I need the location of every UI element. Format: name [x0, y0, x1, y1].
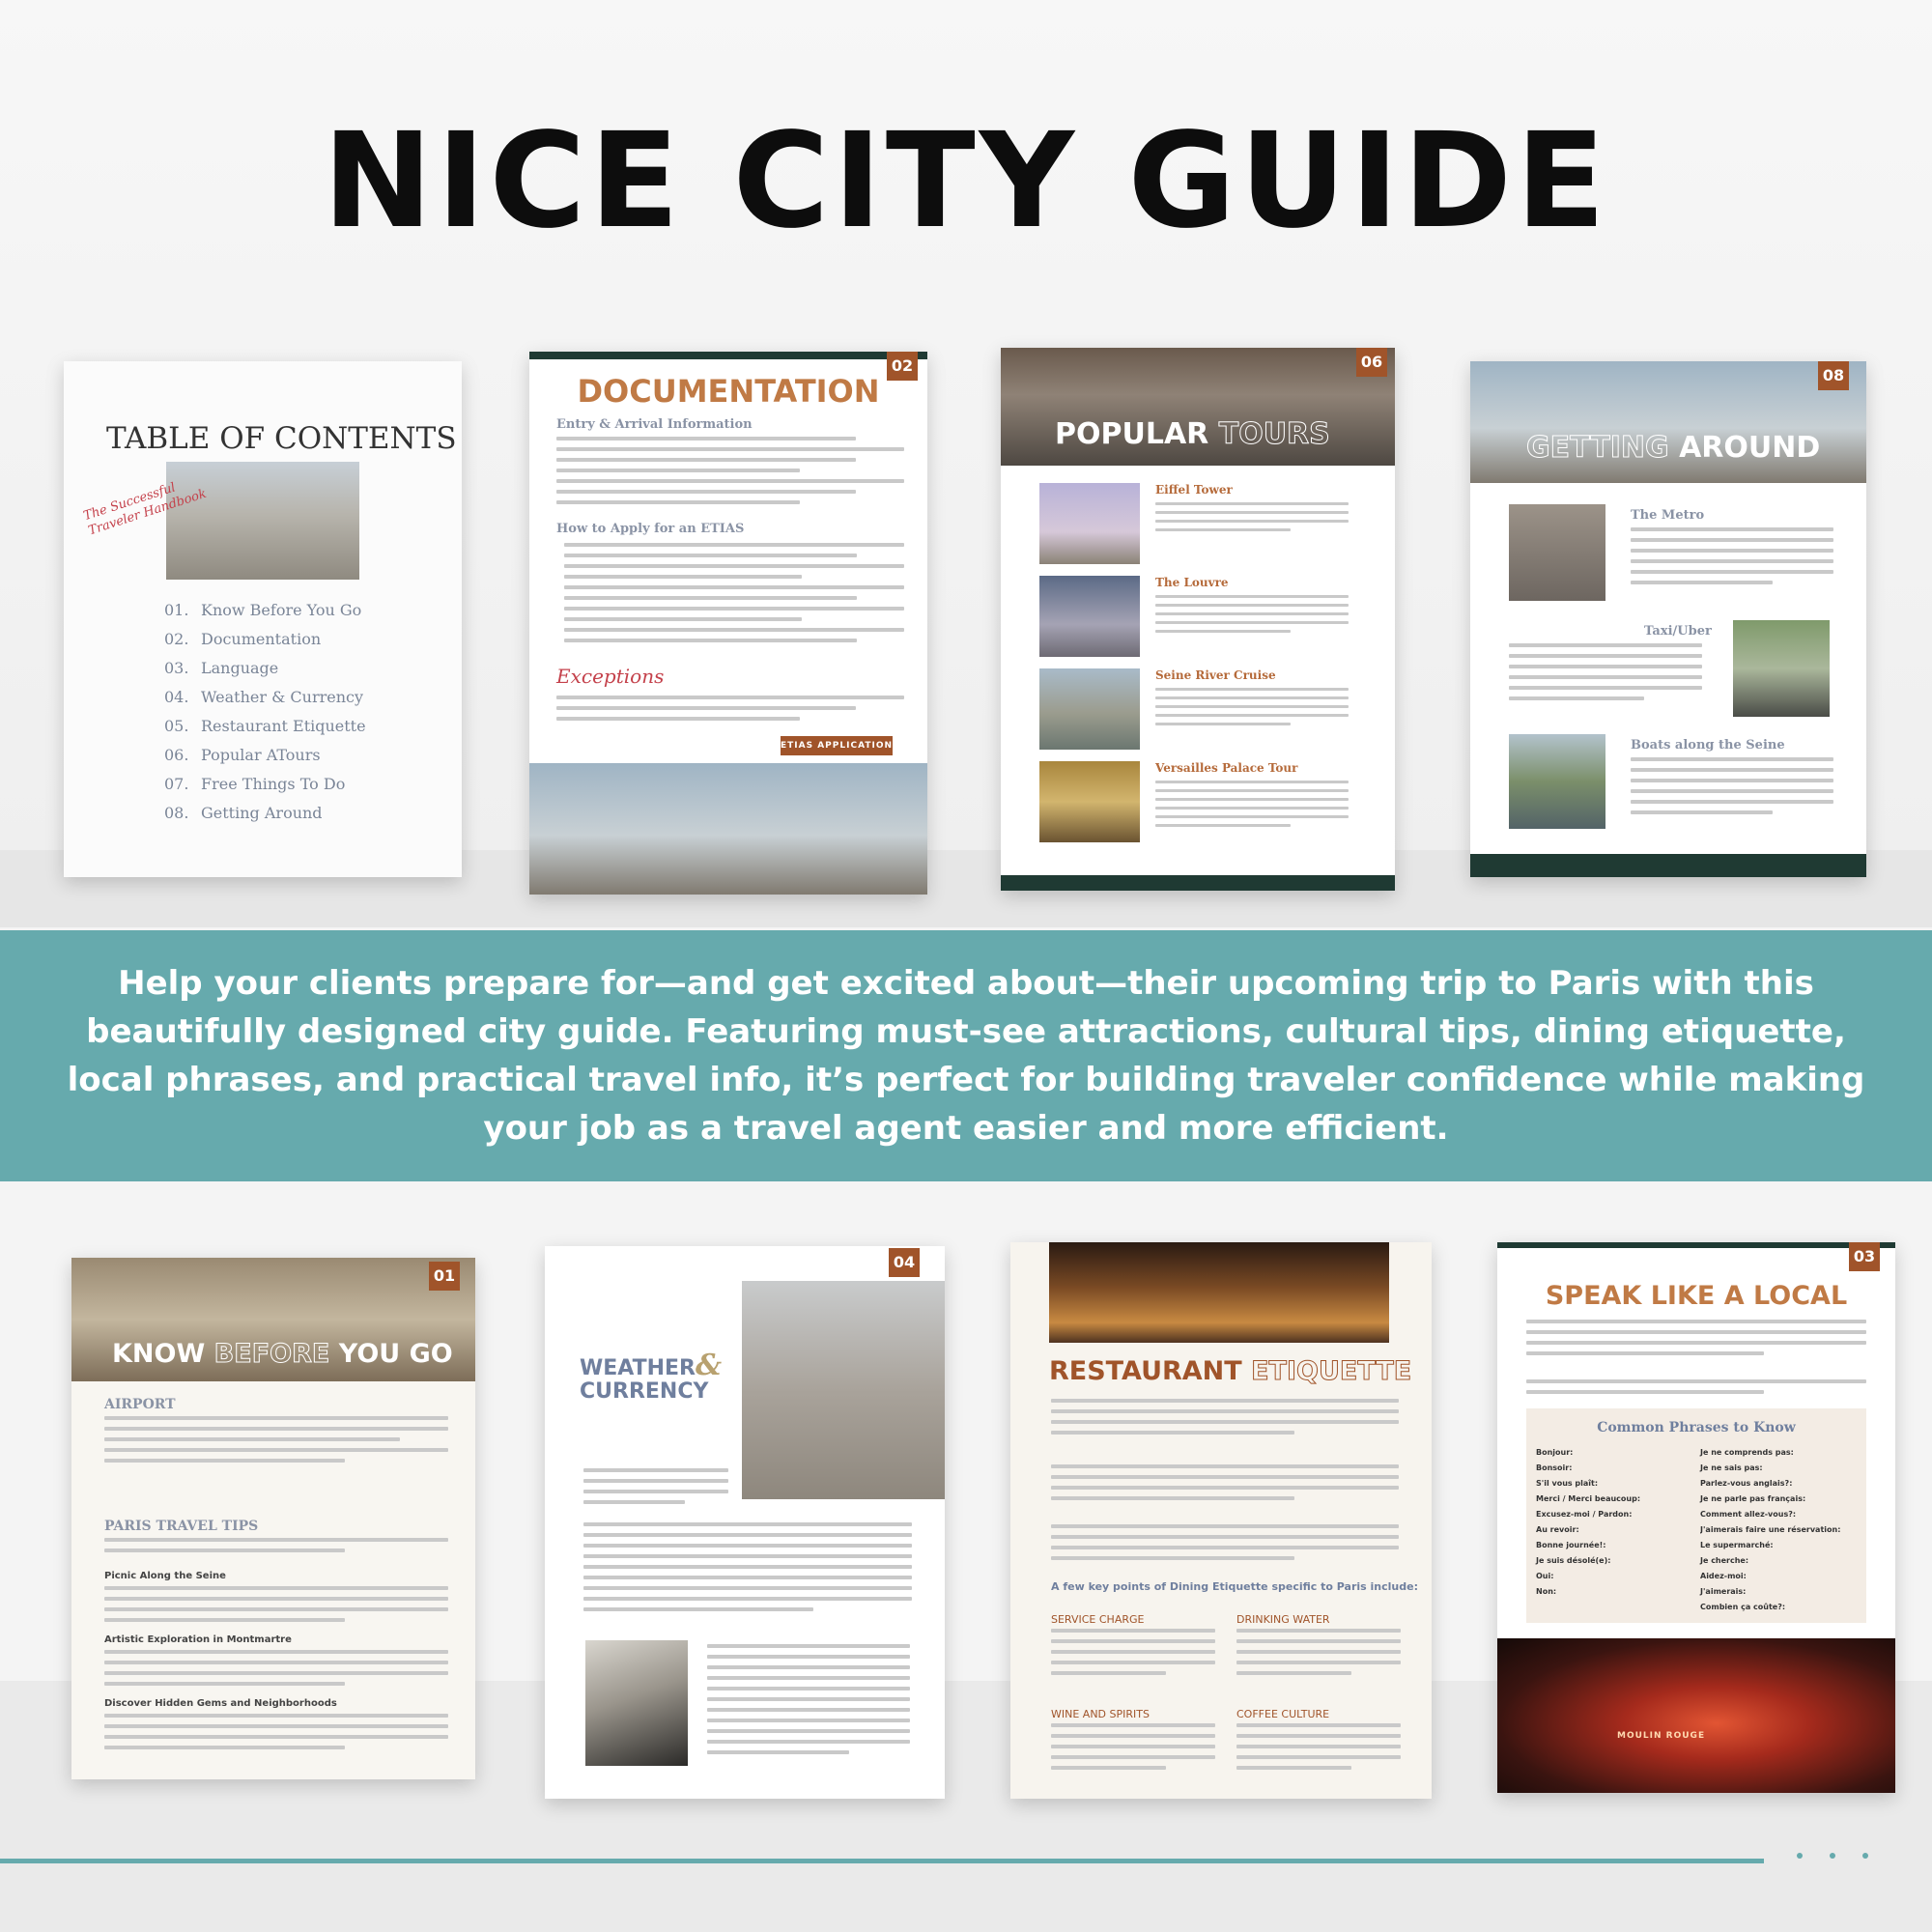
- phrase-item: Je cherche:: [1700, 1556, 1749, 1565]
- restaurant-heading: [1049, 1356, 1411, 1386]
- toc-script-text: The Successful Traveler Handbook: [81, 480, 209, 539]
- tour-item: [1039, 483, 1368, 566]
- phrases-box: [1526, 1408, 1866, 1623]
- toc-heading: TABLE OF CONTENTS: [106, 421, 457, 456]
- getting-header-photo: [1470, 361, 1866, 483]
- preview-weather-currency: [545, 1246, 945, 1799]
- tour-item: [1039, 668, 1368, 752]
- metro-title: The Metro: [1631, 508, 1705, 523]
- tours-bottom-bar: [1001, 875, 1395, 891]
- louvre-photo: [1039, 576, 1140, 657]
- toc-item: 01. Know Before You Go: [164, 601, 362, 619]
- currency-wallet-photo: [585, 1640, 688, 1766]
- phrases-box-title: Common Phrases to Know: [1597, 1420, 1796, 1435]
- know-heading-a: KNOW: [112, 1339, 206, 1369]
- weather-heading-a: WEATHER: [580, 1356, 696, 1380]
- phrase-item: Oui:: [1536, 1572, 1554, 1580]
- weather-page-number: 04: [889, 1248, 920, 1277]
- speak-intro-text: [1526, 1320, 1866, 1362]
- doc-steps-text: [564, 543, 904, 649]
- metro-photo: [1509, 504, 1605, 601]
- boats-text: [1631, 757, 1833, 821]
- tip-text: [104, 1650, 448, 1692]
- preview-table-of-contents: [64, 361, 462, 877]
- doc-exceptions-text: [556, 696, 904, 727]
- phrase-item: Au revoir:: [1536, 1525, 1579, 1534]
- travel-tips-heading: PARIS TRAVEL TIPS: [104, 1519, 259, 1534]
- doc-body-text: [556, 437, 904, 511]
- know-heading-b: BEFORE: [213, 1339, 330, 1369]
- phrase-item: Je ne comprends pas:: [1700, 1448, 1794, 1457]
- tour-description: [1155, 595, 1349, 639]
- phrase-item: J'aimerais:: [1700, 1587, 1747, 1596]
- phrase-item: Aidez-moi:: [1700, 1572, 1747, 1580]
- preview-speak-like-a-local: [1497, 1242, 1895, 1793]
- doc-heading: DOCUMENTATION: [577, 373, 880, 410]
- weather-body-text: [583, 1522, 912, 1618]
- phrase-item: S'il vous plaît:: [1536, 1479, 1599, 1488]
- know-heading: [112, 1339, 453, 1369]
- tour-item: [1039, 576, 1368, 659]
- phrase-item: Non:: [1536, 1587, 1557, 1596]
- tip-text: [104, 1714, 448, 1756]
- airport-heading: AIRPORT: [104, 1397, 176, 1412]
- seine-cruise-photo: [1039, 668, 1140, 750]
- phrase-item: Parlez-vous anglais?:: [1700, 1479, 1793, 1488]
- getting-page-number: 08: [1818, 361, 1849, 390]
- versailles-photo: [1039, 761, 1140, 842]
- know-page-number: 01: [429, 1262, 460, 1291]
- speak-heading: SPEAK LIKE A LOCAL: [1545, 1281, 1848, 1311]
- etias-application-button[interactable]: ETIAS APPLICATION: [781, 736, 893, 755]
- currency-text: [707, 1644, 910, 1761]
- tours-page-number: 06: [1356, 348, 1387, 377]
- toc-item: 06. Popular ATours: [164, 746, 321, 764]
- weather-building-photo: [742, 1281, 945, 1499]
- getting-heading-a: GETTING: [1526, 431, 1669, 465]
- preview-popular-tours: [1001, 348, 1395, 891]
- restaurant-col-title: COFFEE CULTURE: [1236, 1708, 1330, 1720]
- restaurant-col-title: WINE AND SPIRITS: [1051, 1708, 1150, 1720]
- doc-subheading-etias: How to Apply for an ETIAS: [556, 522, 745, 536]
- phrase-item: Je ne sais pas:: [1700, 1463, 1763, 1472]
- page-title: NICE CITY GUIDE: [323, 105, 1609, 258]
- restaurant-col-text: [1051, 1723, 1215, 1776]
- bottom-dots: [1797, 1853, 1868, 1859]
- phrase-item: Je ne parle pas français:: [1700, 1494, 1806, 1503]
- phrase-item: Merci / Merci beaucoup:: [1536, 1494, 1641, 1503]
- speak-page-number: 03: [1849, 1242, 1880, 1271]
- metro-text: [1631, 527, 1833, 591]
- restaurant-col-title: DRINKING WATER: [1236, 1613, 1330, 1626]
- tours-heading: [1055, 417, 1330, 451]
- tours-heading-a: POPULAR: [1055, 417, 1209, 451]
- airport-text: [104, 1416, 448, 1469]
- weather-heading-b: CURRENCY: [580, 1379, 709, 1404]
- restaurant-heading-a: RESTAURANT: [1049, 1356, 1242, 1386]
- doc-top-bar: [529, 352, 927, 359]
- preview-restaurant-etiquette: [1010, 1242, 1432, 1799]
- taxi-title: Taxi/Uber: [1644, 624, 1712, 639]
- banner-text: Help your clients prepare for—and get excited about—their upcoming trip to Paris with this beautifully designed city guide. Featuring must-see attractions, cultural tips, dining etiquette, local phrases, and practical travel info, it’s perfect for building traveler confidence while making your job as a travel agent easier and more efficient.: [67, 964, 1865, 1148]
- preview-getting-around: [1470, 361, 1866, 877]
- phrase-item: J'aimerais faire une réservation:: [1700, 1525, 1841, 1534]
- restaurant-intro-text: [1051, 1399, 1399, 1441]
- taxi-photo: [1733, 620, 1830, 717]
- toc-item: 05. Restaurant Etiquette: [164, 717, 366, 735]
- getting-heading: [1526, 431, 1820, 465]
- tip-title: Discover Hidden Gems and Neighborhoods: [104, 1698, 337, 1709]
- description-banner: [0, 930, 1932, 1181]
- tour-title: Versailles Palace Tour: [1155, 761, 1298, 775]
- tour-title: The Louvre: [1155, 576, 1229, 589]
- doc-exceptions-script: Exceptions: [556, 665, 665, 688]
- tour-title: Eiffel Tower: [1155, 483, 1233, 497]
- restaurant-col-text: [1051, 1629, 1215, 1682]
- phrase-item: Je suis désolé(e):: [1536, 1556, 1611, 1565]
- tours-heading-b: TOURS: [1218, 417, 1330, 451]
- getting-heading-b: AROUND: [1679, 431, 1821, 465]
- toc-item: 03. Language: [164, 659, 279, 677]
- tour-title: Seine River Cruise: [1155, 668, 1276, 682]
- dot: [1797, 1853, 1803, 1859]
- weather-heading: [580, 1349, 723, 1404]
- toc-item: 04. Weather & Currency: [164, 688, 364, 706]
- toc-list: [164, 601, 454, 833]
- toc-item: 08. Getting Around: [164, 804, 323, 822]
- toc-item: 02. Documentation: [164, 630, 322, 648]
- restaurant-subhead: A few key points of Dining Etiquette specific to Paris include:: [1051, 1580, 1418, 1593]
- tip-text: [104, 1586, 448, 1629]
- getting-bottom-bar: [1470, 854, 1866, 877]
- eiffel-tower-photo: [1039, 483, 1140, 564]
- restaurant-tipping-text: [1051, 1524, 1399, 1567]
- tip-title: Artistic Exploration in Montmartre: [104, 1634, 292, 1645]
- moulin-rouge-photo: [1497, 1638, 1895, 1793]
- toc-item: 07. Free Things To Do: [164, 775, 346, 793]
- phrase-item: Bonsoir:: [1536, 1463, 1573, 1472]
- restaurant-col-text: [1236, 1629, 1401, 1682]
- restaurant-heading-b: ETIQUETTE: [1251, 1356, 1412, 1386]
- phrase-item: Combien ça coûte?:: [1700, 1603, 1786, 1611]
- phrase-item: Comment allez-vous?:: [1700, 1510, 1797, 1519]
- doc-subheading-entry: Entry & Arrival Information: [556, 417, 753, 432]
- weather-amp: &: [696, 1349, 723, 1382]
- tour-description: [1155, 688, 1349, 731]
- tour-item: [1039, 761, 1368, 844]
- doc-page-number: 02: [887, 352, 918, 381]
- boats-title: Boats along the Seine: [1631, 738, 1785, 753]
- phrases-left-column: [1536, 1445, 1690, 1600]
- speak-note-text: [1526, 1379, 1866, 1401]
- preview-know-before-you-go: [71, 1258, 475, 1779]
- phrase-item: Excusez-moi / Pardon:: [1536, 1510, 1633, 1519]
- restaurant-cafe-photo: [1049, 1242, 1389, 1343]
- restaurant-col-title: SERVICE CHARGE: [1051, 1613, 1145, 1626]
- restaurant-dining-text: [1051, 1464, 1399, 1507]
- dot: [1862, 1853, 1868, 1859]
- tip-title: Picnic Along the Seine: [104, 1571, 226, 1581]
- bottom-accent-line: [0, 1859, 1764, 1863]
- weather-intro-text: [583, 1468, 728, 1511]
- doc-montmartre-photo: [529, 763, 927, 895]
- preview-documentation: [529, 352, 927, 895]
- phrase-item: Bonjour:: [1536, 1448, 1574, 1457]
- taxi-text: [1509, 643, 1702, 707]
- phrase-item: Bonne journée!:: [1536, 1541, 1606, 1549]
- dot: [1830, 1853, 1835, 1859]
- travel-tips-intro: [104, 1538, 448, 1559]
- speak-top-bar: [1497, 1242, 1895, 1248]
- boats-photo: [1509, 734, 1605, 829]
- restaurant-col-text: [1236, 1723, 1401, 1776]
- tour-description: [1155, 781, 1349, 833]
- moulin-rouge-sign: MOULIN ROUGE: [1617, 1731, 1706, 1741]
- know-heading-c: YOU GO: [338, 1339, 453, 1369]
- phrases-right-column: [1700, 1445, 1861, 1615]
- phrase-item: Le supermarché:: [1700, 1541, 1774, 1549]
- tour-description: [1155, 502, 1349, 537]
